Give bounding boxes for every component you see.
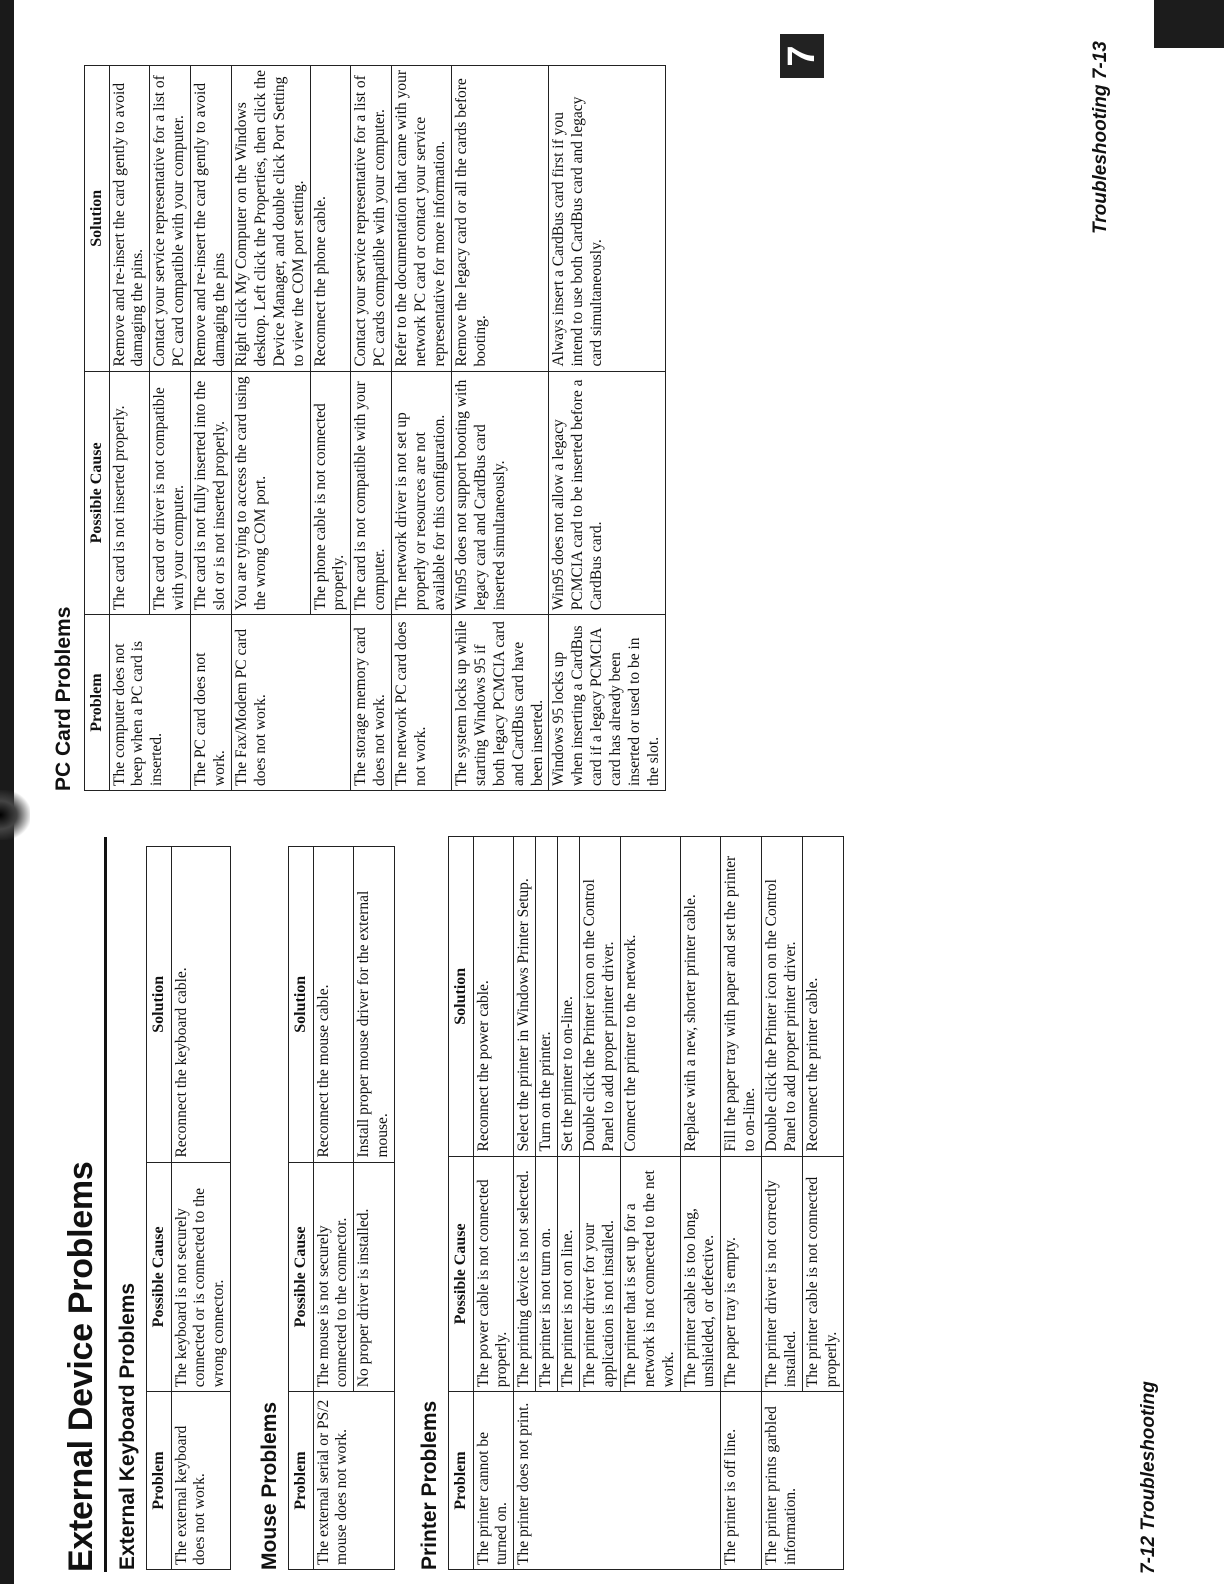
col-problem: Problem [85, 615, 110, 791]
cell-solution: Reconnect the phone cable. [310, 66, 351, 372]
cell-solution: Always insert a CardBus card first if you intend to use both CardBus card and legacy card simultaneously. [549, 66, 665, 372]
col-cause: Possible Cause [147, 1162, 172, 1392]
table-row [109, 66, 150, 791]
cell-solution: Set the printer to on-line. [558, 837, 580, 1157]
table-row [351, 66, 392, 791]
right-page-footer: Troubleshooting 7-13 [1090, 41, 1111, 234]
cell-problem: The printer prints garbled information. [762, 1392, 844, 1570]
cell-solution: Turn on the printer. [536, 837, 558, 1157]
cell-problem: The system locks up while starting Windows 95 if both legacy PCMCIA card and CardBus card have been inserted. [451, 615, 549, 791]
col-cause: Possible Cause [85, 371, 110, 615]
cell-cause: The printer cable is too long, unshielded, or defective. [680, 1156, 721, 1392]
table-row [549, 66, 665, 791]
left-page-footer: 7-12 Troubleshooting [1138, 1381, 1159, 1574]
cell-problem: The external keyboard does not work. [171, 1392, 231, 1570]
table-row [762, 837, 803, 1570]
cell-problem: The printer does not print. [514, 1392, 721, 1570]
cell-solution: Double click the Printer icon on the Control Panel to add proper printer driver. [762, 837, 803, 1157]
chapter-tab: 7 [780, 34, 824, 78]
cell-cause: The printing device is not selected. [514, 1156, 536, 1392]
col-problem: Problem [147, 1392, 172, 1570]
printer-heading: Printer Problems [418, 1400, 441, 1570]
cell-cause: The printer driver is not correctly installed. [762, 1156, 803, 1392]
keyboard-heading: External Keyboard Problems [116, 1282, 139, 1570]
cell-cause: The card is not inserted properly. [109, 371, 150, 615]
cell-problem: The Fax/Modem PC card does not work. [231, 615, 350, 791]
table-row [231, 66, 310, 791]
table-row [392, 66, 452, 791]
col-solution: Solution [85, 66, 110, 372]
cell-solution: Double click the Printer icon on the Control Panel to add proper printer driver. [580, 837, 621, 1157]
col-solution: Solution [449, 837, 474, 1157]
cell-cause: No proper driver is installed. [354, 1162, 395, 1392]
col-solution: Solution [289, 847, 314, 1163]
printer-table [448, 836, 844, 1570]
cell-cause: The printer that is set up for a network is not connected to the net work. [620, 1156, 680, 1392]
cell-solution: Refer to the documentation that came with your network PC card or contact your service representative for more information. [392, 66, 452, 372]
table-header-row [147, 847, 172, 1570]
mouse-table [288, 846, 395, 1570]
table-row [721, 837, 762, 1570]
mouse-heading: Mouse Problems [258, 1401, 281, 1570]
cell-problem: The external serial or PS/2 mouse does not work. [313, 1392, 395, 1570]
cell-solution: Remove and re-insert the card gently to avoid damaging the pins [191, 66, 232, 372]
keyboard-table [146, 846, 231, 1570]
cell-solution: Replace with a new, shorter printer cable. [680, 837, 721, 1157]
table-row [191, 66, 232, 791]
col-problem: Problem [449, 1392, 474, 1570]
cell-solution: Reconnect the printer cable. [803, 837, 844, 1157]
cell-cause: You are tying to access the card using the wrong COM port. [231, 371, 310, 615]
cell-cause: The mouse is not securely connected to the connector. [313, 1162, 354, 1392]
cell-solution: Remove and re-insert the card gently to avoid damaging the pins. [109, 66, 150, 372]
cell-cause: The printer is not turn on. [536, 1156, 558, 1392]
cell-solution: Install proper mouse driver for the external mouse. [354, 847, 395, 1163]
pccard-table [84, 65, 666, 791]
col-cause: Possible Cause [289, 1162, 314, 1392]
col-solution: Solution [147, 847, 172, 1163]
title-rule [104, 837, 107, 1572]
cell-cause: Win95 does not support booting with legacy card and CardBus card inserted simultaneously. [451, 371, 549, 615]
pccard-heading: PC Card Problems [52, 606, 75, 791]
table-row [473, 837, 514, 1570]
cell-cause: The card or driver is not compatible with your computer. [150, 371, 191, 615]
cell-cause: The card is not compatible with your computer. [351, 371, 392, 615]
col-cause: Possible Cause [449, 1156, 474, 1392]
cell-solution: Right click My Computer on the Windows desktop. Left click the Properties, then click the Device Manager, and double click Port Setting to view the COM port setting. [231, 66, 310, 372]
cell-solution: Connect the printer to the network. [620, 837, 680, 1157]
cell-cause: The printer is not on line. [558, 1156, 580, 1392]
cell-problem: The printer is off line. [721, 1392, 762, 1570]
col-problem: Problem [289, 1392, 314, 1570]
table-header-row [449, 837, 474, 1570]
cell-cause: The network driver is not set up properly or resources are not available for this configuration. [392, 371, 452, 615]
cell-solution: Contact your service representative for a list of PC card compatible with your computer. [150, 66, 191, 372]
cell-cause: The power cable is not connected properly. [473, 1156, 514, 1392]
cell-problem: The PC card does not work. [191, 615, 232, 791]
table-row [313, 847, 354, 1570]
table-row [171, 847, 231, 1570]
table-header-row [85, 66, 110, 791]
cell-problem: Windows 95 locks up when inserting a CardBus card if a legacy PCMCIA card has already been inserted or used to be in the slot. [549, 615, 665, 791]
cell-problem: The printer cannot be turned on. [473, 1392, 514, 1570]
cell-solution: Reconnect the power cable. [473, 837, 514, 1157]
cell-cause: The keyboard is not securely connected or is connected to the wrong connector. [171, 1162, 231, 1392]
cell-cause: The paper tray is empty. [721, 1156, 762, 1392]
cell-cause: The phone cable is not connected properly. [310, 371, 351, 615]
cell-cause: The printer driver for your application is not installed. [580, 1156, 621, 1392]
cell-cause: The card is not fully inserted into the slot or is not inserted properly. [191, 371, 232, 615]
cell-solution: Contact your service representative for a list of PC cards compatible with your computer. [351, 66, 392, 372]
cell-cause: The printer cable is not connected properly. [803, 1156, 844, 1392]
cell-solution: Reconnect the keyboard cable. [171, 847, 231, 1163]
cell-solution: Reconnect the mouse cable. [313, 847, 354, 1163]
cell-problem: The storage memory card does not work. [351, 615, 392, 791]
cell-solution: Select the printer in Windows Printer Setup. [514, 837, 536, 1157]
table-header-row [289, 847, 314, 1570]
cell-solution: Fill the paper tray with paper and set the printer to on-line. [721, 837, 762, 1157]
table-row [451, 66, 549, 791]
table-row [514, 837, 536, 1570]
cell-solution: Remove the legacy card or all the cards before booting. [451, 66, 549, 372]
cell-cause: Win95 does not allow a legacy PCMCIA card to be inserted before a CardBus card. [549, 371, 665, 615]
cell-problem: The network PC card does not work. [392, 615, 452, 791]
page-title: External Device Problems [62, 1161, 100, 1572]
cell-problem: The computer does not beep when a PC card is inserted. [109, 615, 191, 791]
